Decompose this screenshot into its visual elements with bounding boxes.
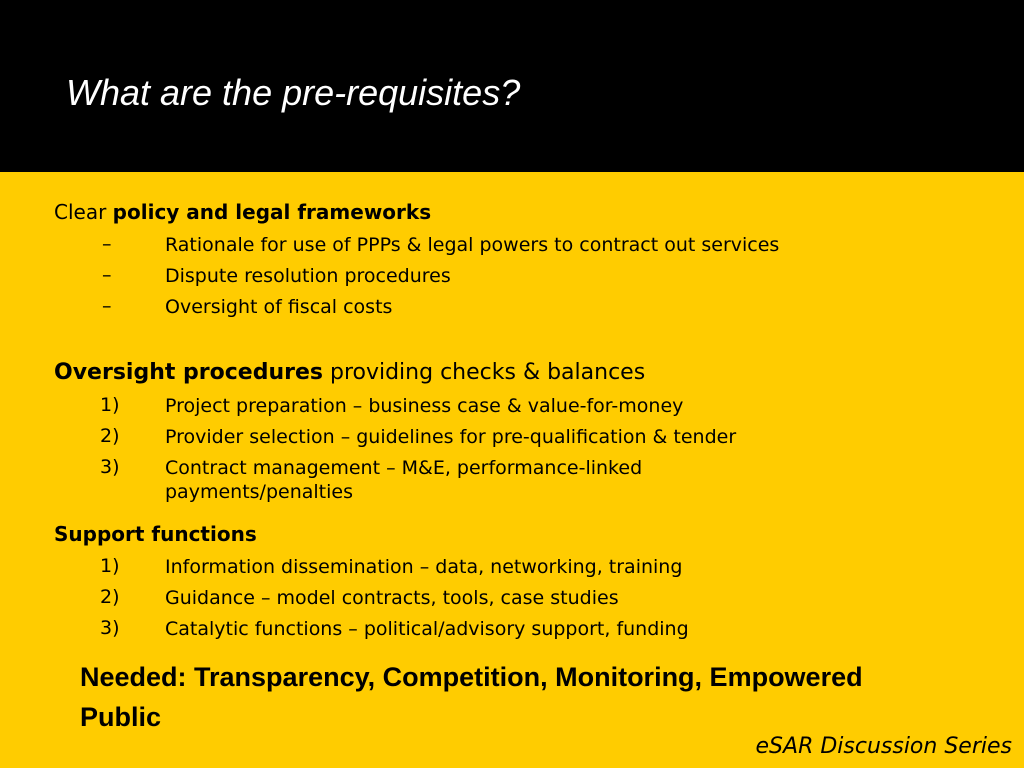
list-item-text: Guidance – model contracts, tools, case studies [165,587,619,609]
list-marker: 1) [100,555,120,577]
list-item-text: Catalytic functions – political/advisory support, funding [165,618,689,640]
slide-body [0,172,1024,768]
section-policy-prefix: Clear [54,200,113,224]
list-item-text: Provider selection – guidelines for pre-qualification & tender [165,426,737,448]
list-item-text: Dispute resolution procedures [165,265,451,287]
section-oversight-suffix: providing checks & balances [322,360,646,385]
list-item-text: Information dissemination – data, networking, training [165,556,683,578]
list-item-text: Oversight of fiscal costs [165,296,393,318]
list-item-text: Contract management – M&E, performance-linked payments/penalties [165,457,643,503]
slide-title: What are the pre-requisites? [66,72,521,113]
footer-series: eSAR Discussion Series [755,734,1012,759]
slide-header [0,0,1024,172]
section-support-bold: Support functions [54,522,257,546]
list-item-text: Project preparation – business case & value-for-money [165,395,684,417]
section-support-heading [54,522,257,546]
list-marker: 2) [100,586,120,608]
needed-callout: Needed: Transparency, Competition, Monitoring, Empowered Public [80,662,863,732]
list-marker: 2) [100,425,120,447]
section-policy-heading [54,200,431,224]
section-oversight-heading [54,360,645,385]
section-oversight-bold: Oversight procedures [54,360,323,385]
list-marker: – [102,233,112,255]
list-marker: – [102,264,112,286]
list-marker: 1) [100,394,120,416]
list-item-text: Rationale for use of PPPs & legal powers to contract out services [165,234,780,256]
list-marker: 3) [100,617,120,639]
list-marker: 3) [100,456,120,478]
list-marker: – [102,295,112,317]
section-policy-bold: policy and legal frameworks [112,200,432,224]
